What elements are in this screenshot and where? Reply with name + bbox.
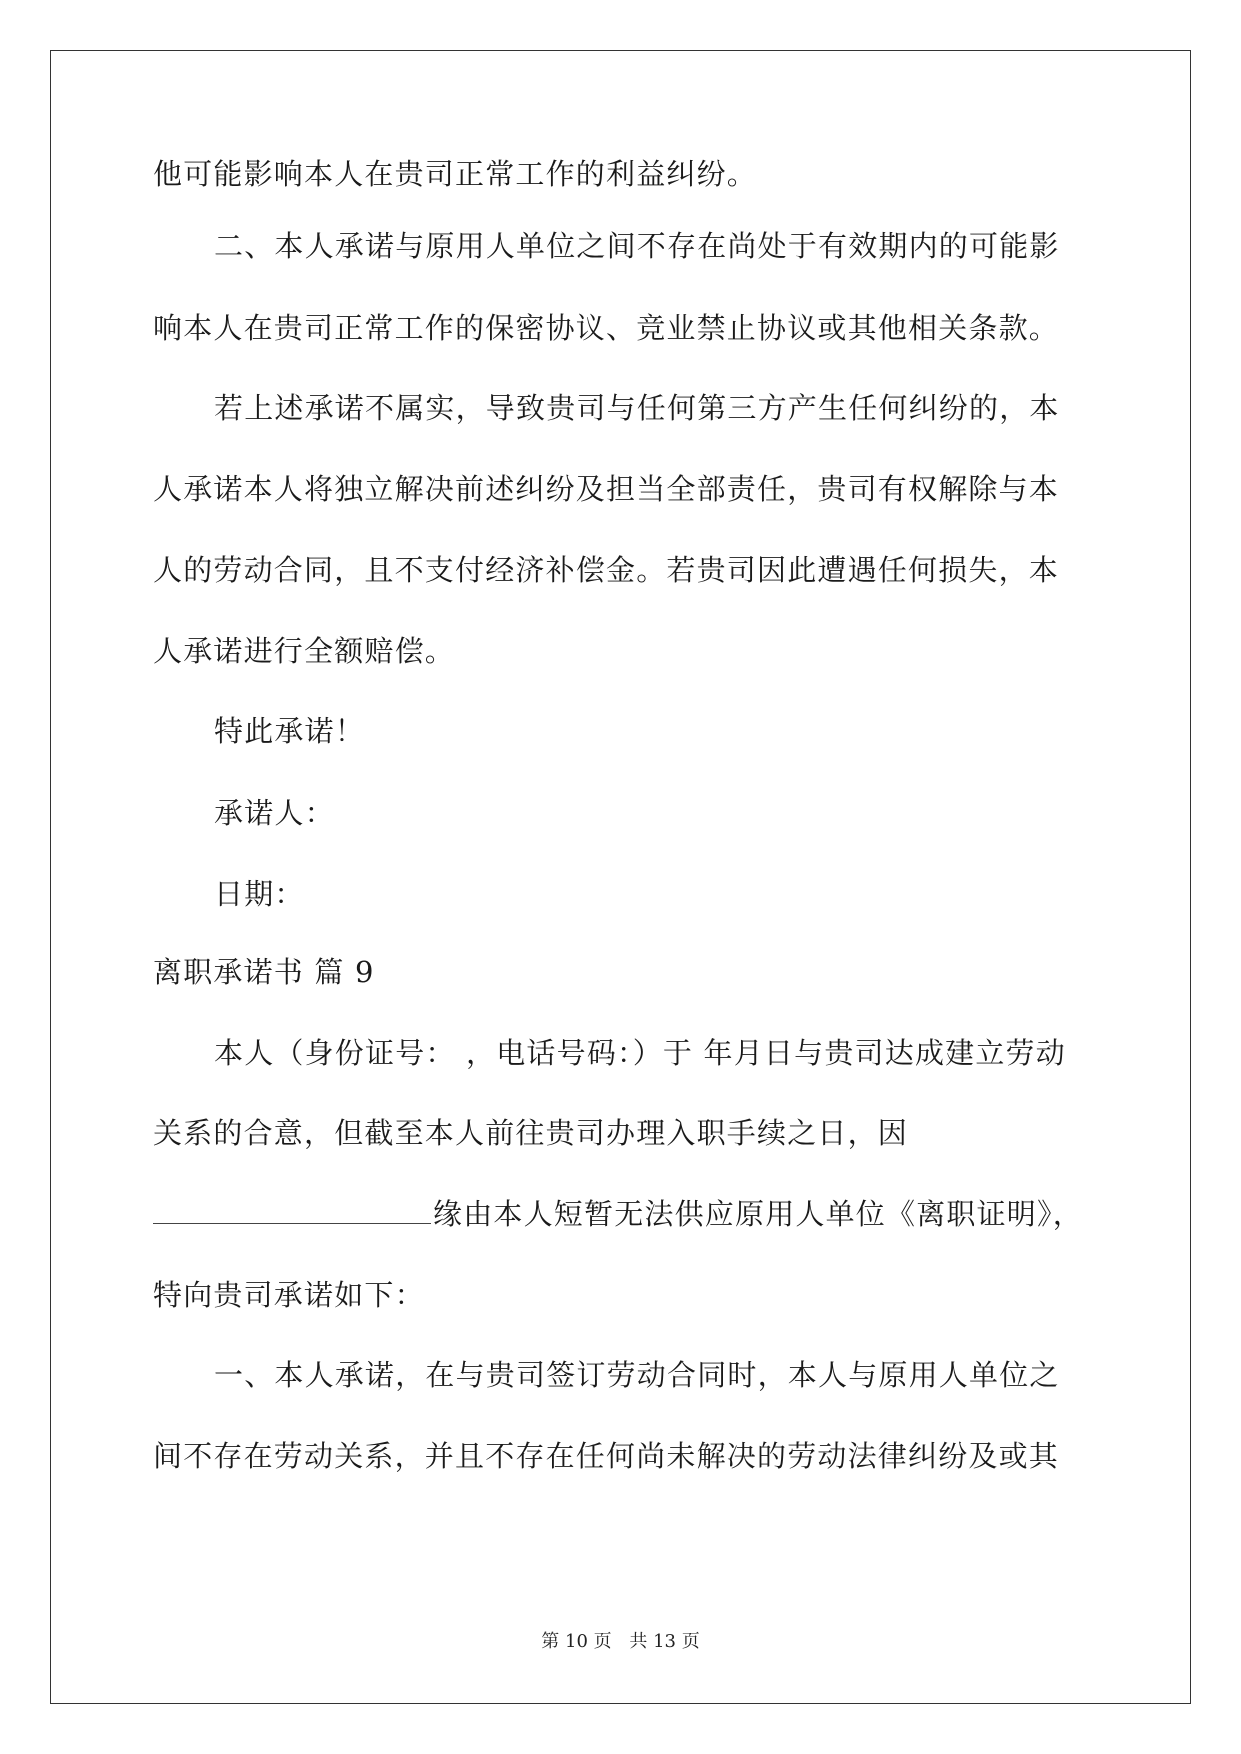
- text-line: 若上述承诺不属实，导致贵司与任何第三方产生任何纠纷的，本: [214, 391, 1060, 425]
- text-line-with-blank: [153, 1196, 1083, 1232]
- text-line: 关系的合意，但截至本人前往贵司办理入职手续之日，因: [153, 1116, 909, 1150]
- text-line: 日期：: [214, 877, 305, 911]
- text-line: 人承诺本人将独立解决前述纠纷及担当全部责任，贵司有权解除与本: [153, 472, 1060, 506]
- text-line: 承诺人：: [214, 796, 335, 830]
- fill-in-blank: [153, 1199, 431, 1224]
- text-line: 本人（身份证号： ，电话号码：）于 年月日与贵司达成建立劳动: [214, 1036, 1066, 1070]
- section-heading: 离职承诺书 篇 9: [153, 955, 375, 989]
- text-line: 特此承诺！: [214, 714, 366, 748]
- page-total: 共 13 页: [629, 1631, 700, 1652]
- text-line: 缘由本人短暂无法供应原用人单位《离职证明》，: [433, 1197, 1083, 1231]
- text-line: 人的劳动合同，且不支付经济补偿金。若贵司因此遭遇任何损失，本: [153, 553, 1060, 587]
- text-line-justified: [153, 1115, 1088, 1151]
- text-line: 二、本人承诺与原用人单位之间不存在尚处于有效期内的可能影: [214, 229, 1060, 263]
- text-line: 一、本人承诺，在与贵司签订劳动合同时，本人与原用人单位之: [214, 1358, 1060, 1392]
- text-line: 特向贵司承诺如下：: [153, 1278, 425, 1312]
- text-line: 人承诺进行全额赔偿。: [153, 634, 456, 668]
- page-footer: [0, 1627, 1241, 1653]
- page-number: 第 10 页: [541, 1631, 612, 1652]
- text-line: 他可能影响本人在贵司正常工作的利益纠纷。: [153, 157, 758, 191]
- text-line: 响本人在贵司正常工作的保密协议、竞业禁止协议或其他相关条款。: [153, 311, 1060, 345]
- text-line: 间不存在劳动关系，并且不存在任何尚未解决的劳动法律纠纷及或其: [153, 1439, 1060, 1473]
